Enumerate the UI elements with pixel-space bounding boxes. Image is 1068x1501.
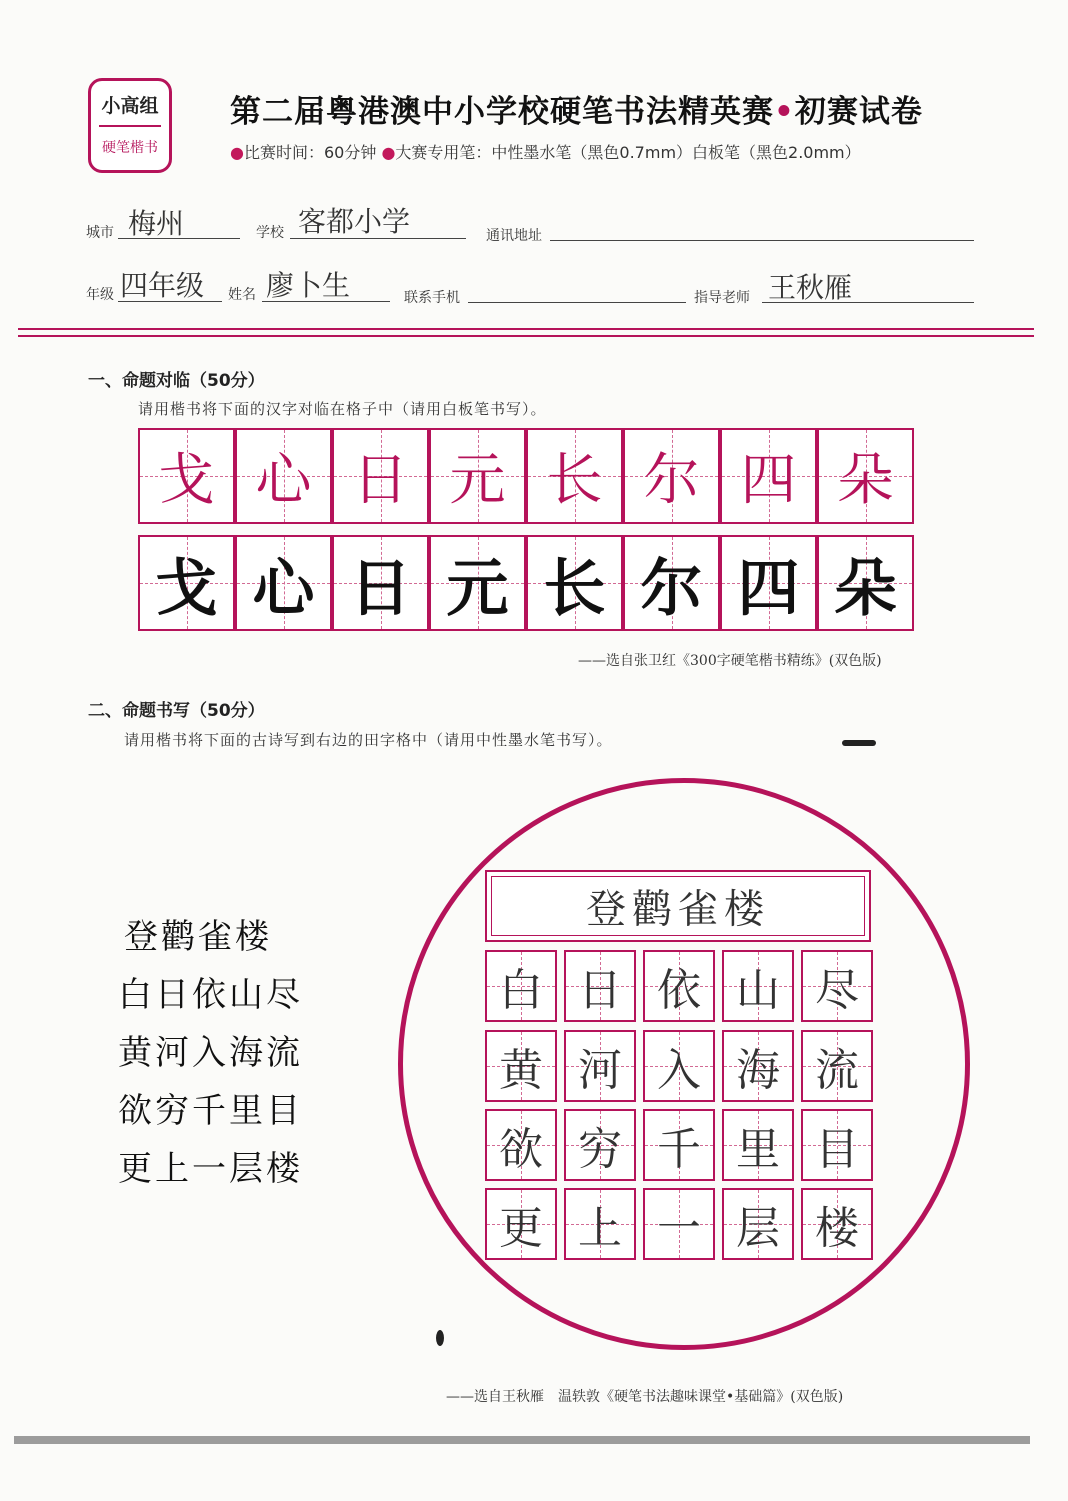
poem-grid-row-2: [485, 1030, 880, 1102]
model-char-grid: [138, 428, 914, 524]
written-char: 流: [815, 1045, 859, 1096]
written-title: 登鹳雀楼: [586, 886, 770, 933]
written-char: 楼: [815, 1203, 859, 1254]
logo-group-label: 小高组: [101, 95, 159, 117]
written-char: 千: [657, 1124, 701, 1175]
poem-grid-cell[interactable]: [722, 950, 794, 1022]
section2-source: ——选自王秋雁 温轶敦《硬笔书法趣味课堂•基础篇》(双色版): [446, 1389, 844, 1405]
poem-grid-cell[interactable]: [485, 1188, 557, 1260]
name-value[interactable]: 廖卜生: [266, 269, 351, 302]
ink-mark: [842, 740, 876, 746]
page-title: [230, 86, 923, 131]
written-char: 黄: [499, 1045, 543, 1096]
poem-grid-cell[interactable]: [722, 1109, 794, 1181]
model-char: 日: [352, 448, 409, 513]
model-char-cell: [138, 428, 235, 524]
model-char: 戈: [158, 448, 215, 513]
grade-value[interactable]: 四年级: [120, 269, 205, 302]
written-char: 入: [657, 1045, 701, 1096]
written-char: 戈: [155, 551, 218, 625]
phone-line: [468, 302, 686, 303]
poem-line: 黄河入海流: [118, 1033, 303, 1073]
exam-time: 比赛时间：60分钟: [243, 143, 377, 162]
poem-line: 欲穷千里目: [118, 1091, 303, 1131]
section1-source: ——选自张卫红《300字硬笔楷书精练》(双色版): [578, 653, 882, 669]
title-dot: •: [774, 94, 795, 130]
model-char: 心: [255, 448, 312, 513]
written-char: 四: [737, 551, 800, 625]
poem-grid-cell[interactable]: [643, 1188, 715, 1260]
written-title-box[interactable]: [485, 870, 871, 942]
poem-grid-cell[interactable]: [485, 1109, 557, 1181]
section2-instruction: 请用楷书将下面的古诗写到右边的田字格中（请用中性墨水笔书写）。: [124, 731, 613, 749]
poem-grid-cell[interactable]: [722, 1030, 794, 1102]
section1-title: 一、命题对临（50分）: [88, 371, 265, 391]
teacher-label: 指导老师: [694, 290, 750, 306]
written-char: 心: [252, 551, 315, 625]
written-char: 长: [543, 551, 606, 625]
header-divider-top: [18, 328, 1034, 330]
bullet-icon: ●: [230, 143, 244, 162]
title-main: 第二届粤港澳中小学校硬笔书法精英赛: [230, 94, 774, 130]
written-char: 里: [736, 1124, 780, 1175]
written-char: 日: [578, 965, 622, 1016]
model-char: 四: [740, 448, 797, 513]
address-label: 通讯地址: [486, 228, 542, 244]
written-char: 穷: [578, 1124, 622, 1175]
city-label: 城市: [86, 225, 114, 241]
written-char: 欲: [499, 1124, 543, 1175]
section2-title: 二、命题书写（50分）: [88, 701, 265, 721]
written-char-cell[interactable]: [817, 535, 914, 631]
address-line: [550, 240, 974, 241]
poem-grid-cell[interactable]: [564, 1188, 636, 1260]
poem-line: 更上一层楼: [118, 1149, 303, 1189]
written-char-cell[interactable]: [720, 535, 817, 631]
written-char: 目: [815, 1124, 859, 1175]
poem-grid-row-1: [485, 950, 880, 1022]
written-char: 依: [657, 965, 701, 1016]
poem-grid-cell[interactable]: [564, 1030, 636, 1102]
poem-grid-cell[interactable]: [485, 1030, 557, 1102]
written-char: 尽: [815, 965, 859, 1016]
pen-requirement: 大赛专用笔：中性墨水笔（黑色0.7mm）白板笔（黑色2.0mm）: [395, 143, 861, 162]
poem-title: 登鹳雀楼: [124, 917, 272, 957]
poem-grid-cell[interactable]: [643, 1109, 715, 1181]
header-divider-bottom: [18, 335, 1034, 337]
written-char: 上: [578, 1203, 622, 1254]
logo-divider: [99, 125, 161, 127]
city-value[interactable]: 梅州: [128, 207, 185, 240]
written-char-grid: [138, 535, 914, 631]
group-logo: [88, 78, 172, 173]
poem-grid-row-4: [485, 1188, 880, 1260]
poem-grid-cell[interactable]: [801, 1030, 873, 1102]
written-char: 白: [499, 965, 543, 1016]
written-char-cell[interactable]: [332, 535, 429, 631]
poem-grid-cell[interactable]: [722, 1188, 794, 1260]
poem-grid-cell[interactable]: [801, 950, 873, 1022]
written-char-cell[interactable]: [138, 535, 235, 631]
written-char: 日: [349, 551, 412, 625]
poem-grid-cell[interactable]: [643, 1030, 715, 1102]
written-char: 元: [446, 551, 509, 625]
model-char: 长: [546, 448, 603, 513]
ink-mark: [436, 1330, 444, 1346]
model-char-cell: [720, 428, 817, 524]
written-char-cell[interactable]: [235, 535, 332, 631]
title-suffix: 初赛试卷: [794, 94, 923, 130]
model-char-cell: [235, 428, 332, 524]
model-poem: [118, 908, 303, 1198]
written-char: 海: [736, 1045, 780, 1096]
written-char-cell[interactable]: [429, 535, 526, 631]
poem-grid-cell[interactable]: [485, 950, 557, 1022]
model-char-cell: [332, 428, 429, 524]
poem-grid-cell[interactable]: [643, 950, 715, 1022]
written-char: 更: [499, 1203, 543, 1254]
name-label: 姓名: [228, 287, 256, 303]
teacher-value[interactable]: 王秋雁: [768, 271, 853, 304]
model-char: 朵: [837, 448, 894, 513]
phone-label: 联系手机: [404, 290, 460, 306]
written-char: 层: [736, 1203, 780, 1254]
exam-info: [230, 140, 861, 163]
logo-category-label: 硬笔楷书: [102, 140, 158, 156]
poem-grid-cell[interactable]: [801, 1109, 873, 1181]
grade-label: 年级: [86, 287, 114, 303]
poem-grid-cell[interactable]: [564, 950, 636, 1022]
poem-grid-row-3: [485, 1109, 880, 1181]
poem-line: 白日依山尽: [118, 975, 303, 1015]
written-char-cell[interactable]: [623, 535, 720, 631]
section1-instruction: 请用楷书将下面的汉字对临在格子中（请用白板笔书写）。: [138, 400, 547, 418]
bullet-icon: ●: [381, 143, 396, 162]
school-value[interactable]: 客都小学: [298, 205, 411, 238]
model-char-cell: [623, 428, 720, 524]
written-char: 一: [657, 1203, 701, 1254]
model-char-cell: [429, 428, 526, 524]
poem-grid-cell[interactable]: [564, 1109, 636, 1181]
model-char: 尔: [643, 448, 700, 513]
written-char: 朵: [834, 551, 897, 625]
model-char-cell: [817, 428, 914, 524]
written-char: 尔: [640, 551, 703, 625]
written-char: 河: [578, 1045, 622, 1096]
written-char: 山: [736, 965, 780, 1016]
model-char-cell: [526, 428, 623, 524]
model-char: 元: [449, 448, 506, 513]
written-char-cell[interactable]: [526, 535, 623, 631]
bottom-bar: [14, 1436, 1030, 1444]
school-label: 学校: [256, 225, 284, 241]
poem-grid-cell[interactable]: [801, 1188, 873, 1260]
